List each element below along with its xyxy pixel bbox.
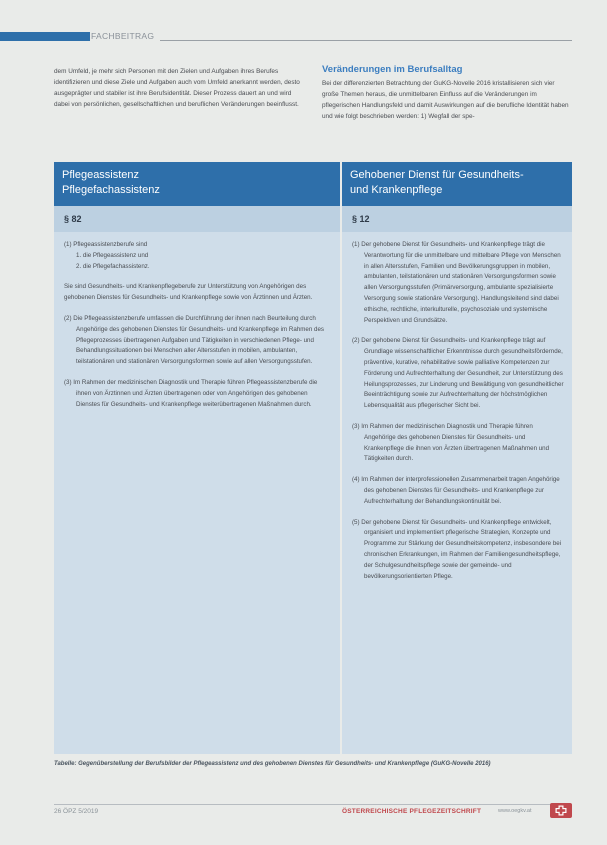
section-color-bar xyxy=(0,32,90,41)
paragraph-label-right: § 12 xyxy=(342,206,572,232)
left-item-1-sub-1: 1. die Pflegeassistenz und xyxy=(76,251,149,259)
right-item-5: (5) Der gehobene Dienst für Gesundheits- und Krankenpflege entwickelt, organisiert und implementiert pflegerische Strategien, Konzepte und Programme zur Stärkung der Gesundheitskompetenz, insbesondere bei chronischen Erkrankungen, im Rahmen der Familiengesundheitspflege, der Schulgesundheitspflege sowie der gemeinde- und bevölkerungsorientierten Pflege. xyxy=(352,518,562,580)
header-rule xyxy=(160,40,572,41)
table-cell-left xyxy=(64,240,328,420)
left-item-2: (2) Die Pflegeassistenzberufe umfassen die Durchführung der ihnen nach Beurteilung durch Angehörige des gehobenen Dienstes für Gesundheits- und Krankenpflege im Rahmen des Pflegeprozesses übertragenen Aufgaben und Tätigkeiten in verschiedenen Pflege- und Behandlungssituationen bei Menschen aller Altersstufen in mobilen, ambulanten, teilstationären und stationären Versorgungsformen sowie auf allen Versorgungsstufen. xyxy=(64,314,325,366)
left-plain-paragraph: Sie sind Gesundheits- und Krankenpflegeberufe zur Unterstützung von Angehörigen des gehobenen Dienstes für Gesundheits- und Krankenpflege sowie von Ärztinnen und Ärzten. xyxy=(64,283,313,302)
intro-text-left: dem Umfeld, je mehr sich Personen mit den Zielen und Aufgaben ihres Berufes identifizieren und diese Ziele und Aufgaben auch vom Umfeld anerkannt werden, desto ausgeprägter und stabiler ist ihre Berufsidentität. Dieser Prozess dauert an und wird dabei von persönlichen, gesellschaftlichen und beruflichen Veränderungen beeinflusst. xyxy=(54,68,300,108)
section-label: FACHBEITRAG xyxy=(91,31,155,41)
footer-publication-name: ÖSTERREICHISCHE PFLEGEZEITSCHRIFT xyxy=(342,808,482,815)
intro-text-right: Bei der differenzierten Betrachtung der GuKG-Novelle 2016 kristallisieren sich vier große Themen heraus, die unmittelbaren Einfluss auf die Veränderungen im pflegerischen Handlungsfeld und damit Auswirkungen auf die berufliche Identität haben und wie folgt beschrieben werden: 1) Wegfall der spe- xyxy=(322,80,569,120)
table-caption: Tabelle: Gegenüberstellung der Berufsbilder der Pflegeassistenz und des gehobenen Dienstes für Gesundheits- und Krankenpflege (GuKG-Novelle 2016) xyxy=(54,761,491,767)
right-item-4: (4) Im Rahmen der interprofessionellen Zusammenarbeit tragen Angehörige des gehobenen Dienstes für Gesundheits- und Krankenpflege zur Aufrechterhaltung der Behandlungskontinuität bei. xyxy=(352,476,560,505)
comparison-table xyxy=(54,162,572,754)
column-divider xyxy=(340,162,342,754)
right-item-2: (2) Der gehobene Dienst für Gesundheits- und Krankenpflege trägt auf Grundlage wissenschaftlicher Erkenntnisse durch gesundheitsfördernde, präventive, kurative, rehabilitative sowie palliative Kompetenzen zur Förderung und Aufrechterhaltung der Gesundheit, zur Unterstützung des Heilungsprozesses, zur Linderung und Bewältigung von gesundheitlicher Beeinträchtigung sowie zur Aufrechterhaltung der höchstmöglichen Lebensqualität aus pflegerischer Sicht bei. xyxy=(352,337,564,410)
left-item-3: (3) Im Rahmen der medizinischen Diagnostik und Therapie führen Pflegeassistenzberufe die ihnen von Ärztinnen und Ärzten übertragenen oder von Angehörigen des gehobenen Dienstes für Gesundheits- und Krankenpflege weiterübertragenen Maßnahmen durch. xyxy=(64,378,318,408)
footer-page-number: 26 ÖPZ 5/2019 xyxy=(54,808,99,815)
paragraph-label-left: § 82 xyxy=(54,206,340,232)
right-item-1: (1) Der gehobene Dienst für Gesundheits- und Krankenpflege trägt die Verantwortung für die unmittelbare und mittelbare Pflege von Menschen in allen Altersstufen, Familien und Bevölkerungsgruppen in mobilen, ambulanten, teilstationären und stationären Versorgungsformen sowie allen Versorgungsstufen (Primärversorgung, ambulante spezialisierte Versorgung sowie stationäre Versorgung). Handlungsleitend sind dabei ethische, rechtliche, interkulturelle, psychosoziale und systemische Perspektiven und Grundsätze. xyxy=(352,241,561,324)
table-header-left: Pflegeassistenz Pflegefachassistenz xyxy=(54,162,340,206)
left-item-1-intro: (1) Pflegeassistenzberufe sind xyxy=(64,241,148,248)
table-header-right: Gehobener Dienst für Gesundheits- und Krankenpflege xyxy=(342,162,572,206)
right-item-3: (3) Im Rahmen der medizinischen Diagnostik und Therapie führen Angehörige des gehobenen Dienstes für Gesundheits- und Krankenpflege die ihnen von Ärzten übertragenen Maßnahmen und Tätigkeiten durch. xyxy=(352,422,550,463)
footer-url: www.oegkv.at xyxy=(498,808,532,814)
footer-rule xyxy=(54,804,572,805)
table-cell-right xyxy=(352,240,564,592)
left-item-1-sub-2: 2. die Pflegefachassistenz. xyxy=(76,262,150,270)
red-cross-logo-icon xyxy=(550,803,572,818)
intro-right-heading: Veränderungen im Berufsalltag xyxy=(322,64,463,75)
